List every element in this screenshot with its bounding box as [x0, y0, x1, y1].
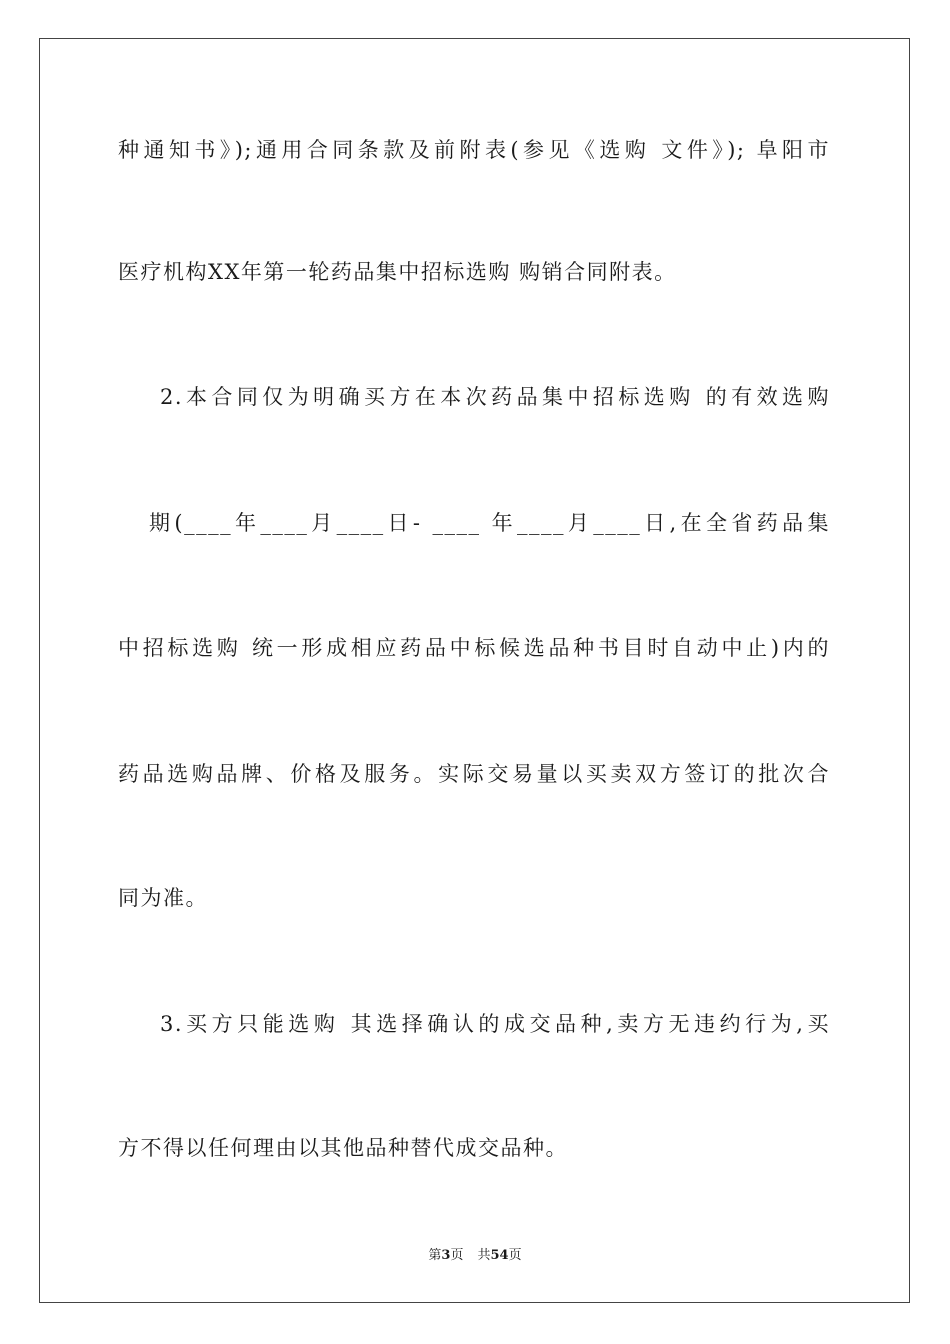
body-line-5: 中招标选购 统一形成相应药品中标候选品种书目时自动中止)内的 — [118, 636, 830, 660]
body-line-2: 医疗机构XX年第一轮药品集中招标选购 购销合同附表。 — [118, 260, 677, 284]
page-footer — [0, 1247, 950, 1265]
body-line-3: 2.本合同仅为明确买方在本次药品集中招标选购 的有效选购 — [160, 385, 830, 409]
total-suffix: 页 — [508, 1248, 522, 1263]
page-total: 54 — [490, 1248, 509, 1263]
body-line-1: 种通知书》);通用合同条款及前附表(参见《选购 文件》); 阜阳市 — [118, 138, 830, 162]
page-prefix: 第 — [428, 1248, 442, 1263]
body-line-8: 3.买方只能选购 其选择确认的成交品种,卖方无违约行为,买 — [160, 1012, 830, 1036]
body-line-6: 药品选购品牌、价格及服务。实际交易量以买卖双方签订的批次合 — [118, 762, 830, 786]
page-suffix: 页 — [450, 1248, 464, 1263]
total-prefix: 共 — [477, 1248, 491, 1263]
body-line-7: 同为准。 — [118, 886, 208, 910]
body-line-4: 期(____年____月____日- ____ 年____月____日,在全省药品集 — [149, 511, 830, 535]
page-border — [39, 38, 910, 1303]
page-current: 3 — [441, 1248, 451, 1263]
body-line-9: 方不得以任何理由以其他品种替代成交品种。 — [118, 1136, 568, 1160]
